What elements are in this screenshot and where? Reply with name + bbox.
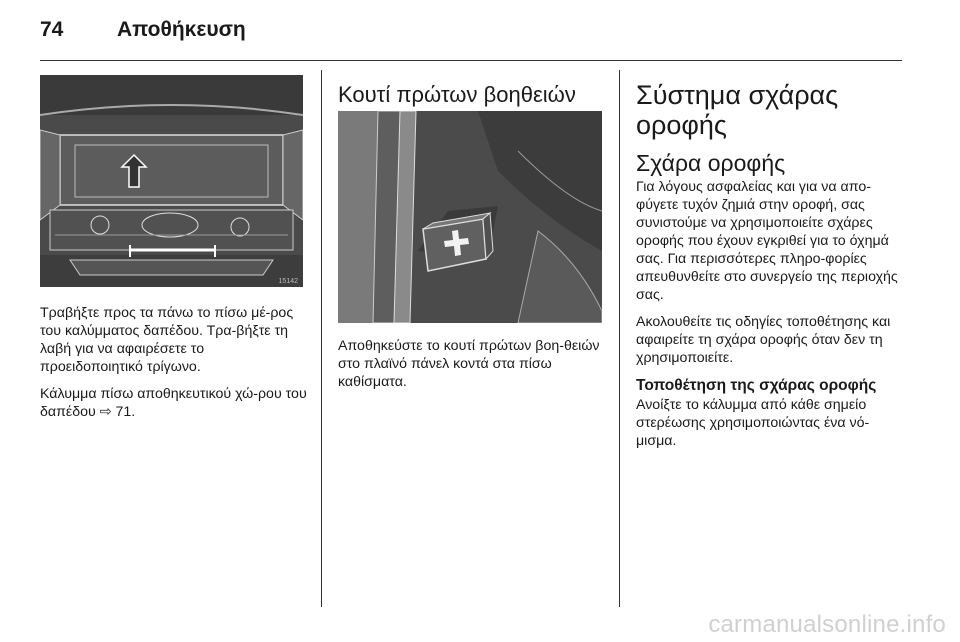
roof-rack-system-heading: Σύστημα σχάρας οροφής <box>636 80 839 140</box>
middle-paragraph: Αποθηκεύστε το κουτί πρώτων βοη-θειών στο πλαϊνό πάνελ κοντά στα πίσω καθίσματα. <box>338 338 600 390</box>
page-number: 74 <box>40 18 64 41</box>
column-divider-1 <box>321 70 322 607</box>
first-aid-kit-illustration <box>338 111 602 323</box>
right-column <box>636 80 904 459</box>
middle-heading-wrap <box>338 82 608 108</box>
header-rule <box>40 60 902 61</box>
right-paragraph-2: Ακολουθείτε τις οδηγίες τοποθέτησης και αφαιρείτε τη σχάρα οροφής όταν δεν τη χρησιμοποιείτε. <box>636 314 891 366</box>
left-column-text <box>40 304 308 430</box>
roof-rack-installation-heading: Τοποθέτηση της σχάρας οροφής <box>636 377 877 394</box>
first-aid-heading: Κουτί πρώτων βοηθειών <box>338 82 576 107</box>
right-paragraph-3: Ανοίξτε το κάλυμμα από κάθε σημείο στερέωσης χρησιμοποιώντας ένα νό-μισμα. <box>636 397 870 449</box>
figure-label: 15142 <box>278 278 298 285</box>
left-paragraph-2: Κάλυμμα πίσω αποθηκευτικού χώ-ρου του δαπέδου ⇨ 71. <box>40 386 307 420</box>
watermark: carmanualsonline.info <box>708 611 946 638</box>
roof-rack-subheading: Σχάρα οροφής <box>636 150 786 176</box>
cargo-floor-illustration <box>40 75 303 287</box>
column-divider-2 <box>619 70 620 607</box>
page-title: Αποθήκευση <box>117 18 246 41</box>
right-paragraph-1: Για λόγους ασφαλείας και για να απο-φύγετε τυχόν ζημιά στην οροφή, σας συνιστούμε να χρησιμοποιείτε σχάρες οροφής που έχουν εγκριθεί για το όχημά σας. Για περισσότερες πληρο-φορίες απευθυνθείτε στο συνεργείο της περιοχής σας. <box>636 179 898 303</box>
left-paragraph-1: Τραβήξτε προς τα πάνω το πίσω μέ-ρος του καλύμματος δαπέδου. Τρα-βήξτε τη λαβή για να αφαιρέσετε το προειδοποιητικό τρίγωνο. <box>40 305 294 375</box>
middle-column-text <box>338 337 608 400</box>
